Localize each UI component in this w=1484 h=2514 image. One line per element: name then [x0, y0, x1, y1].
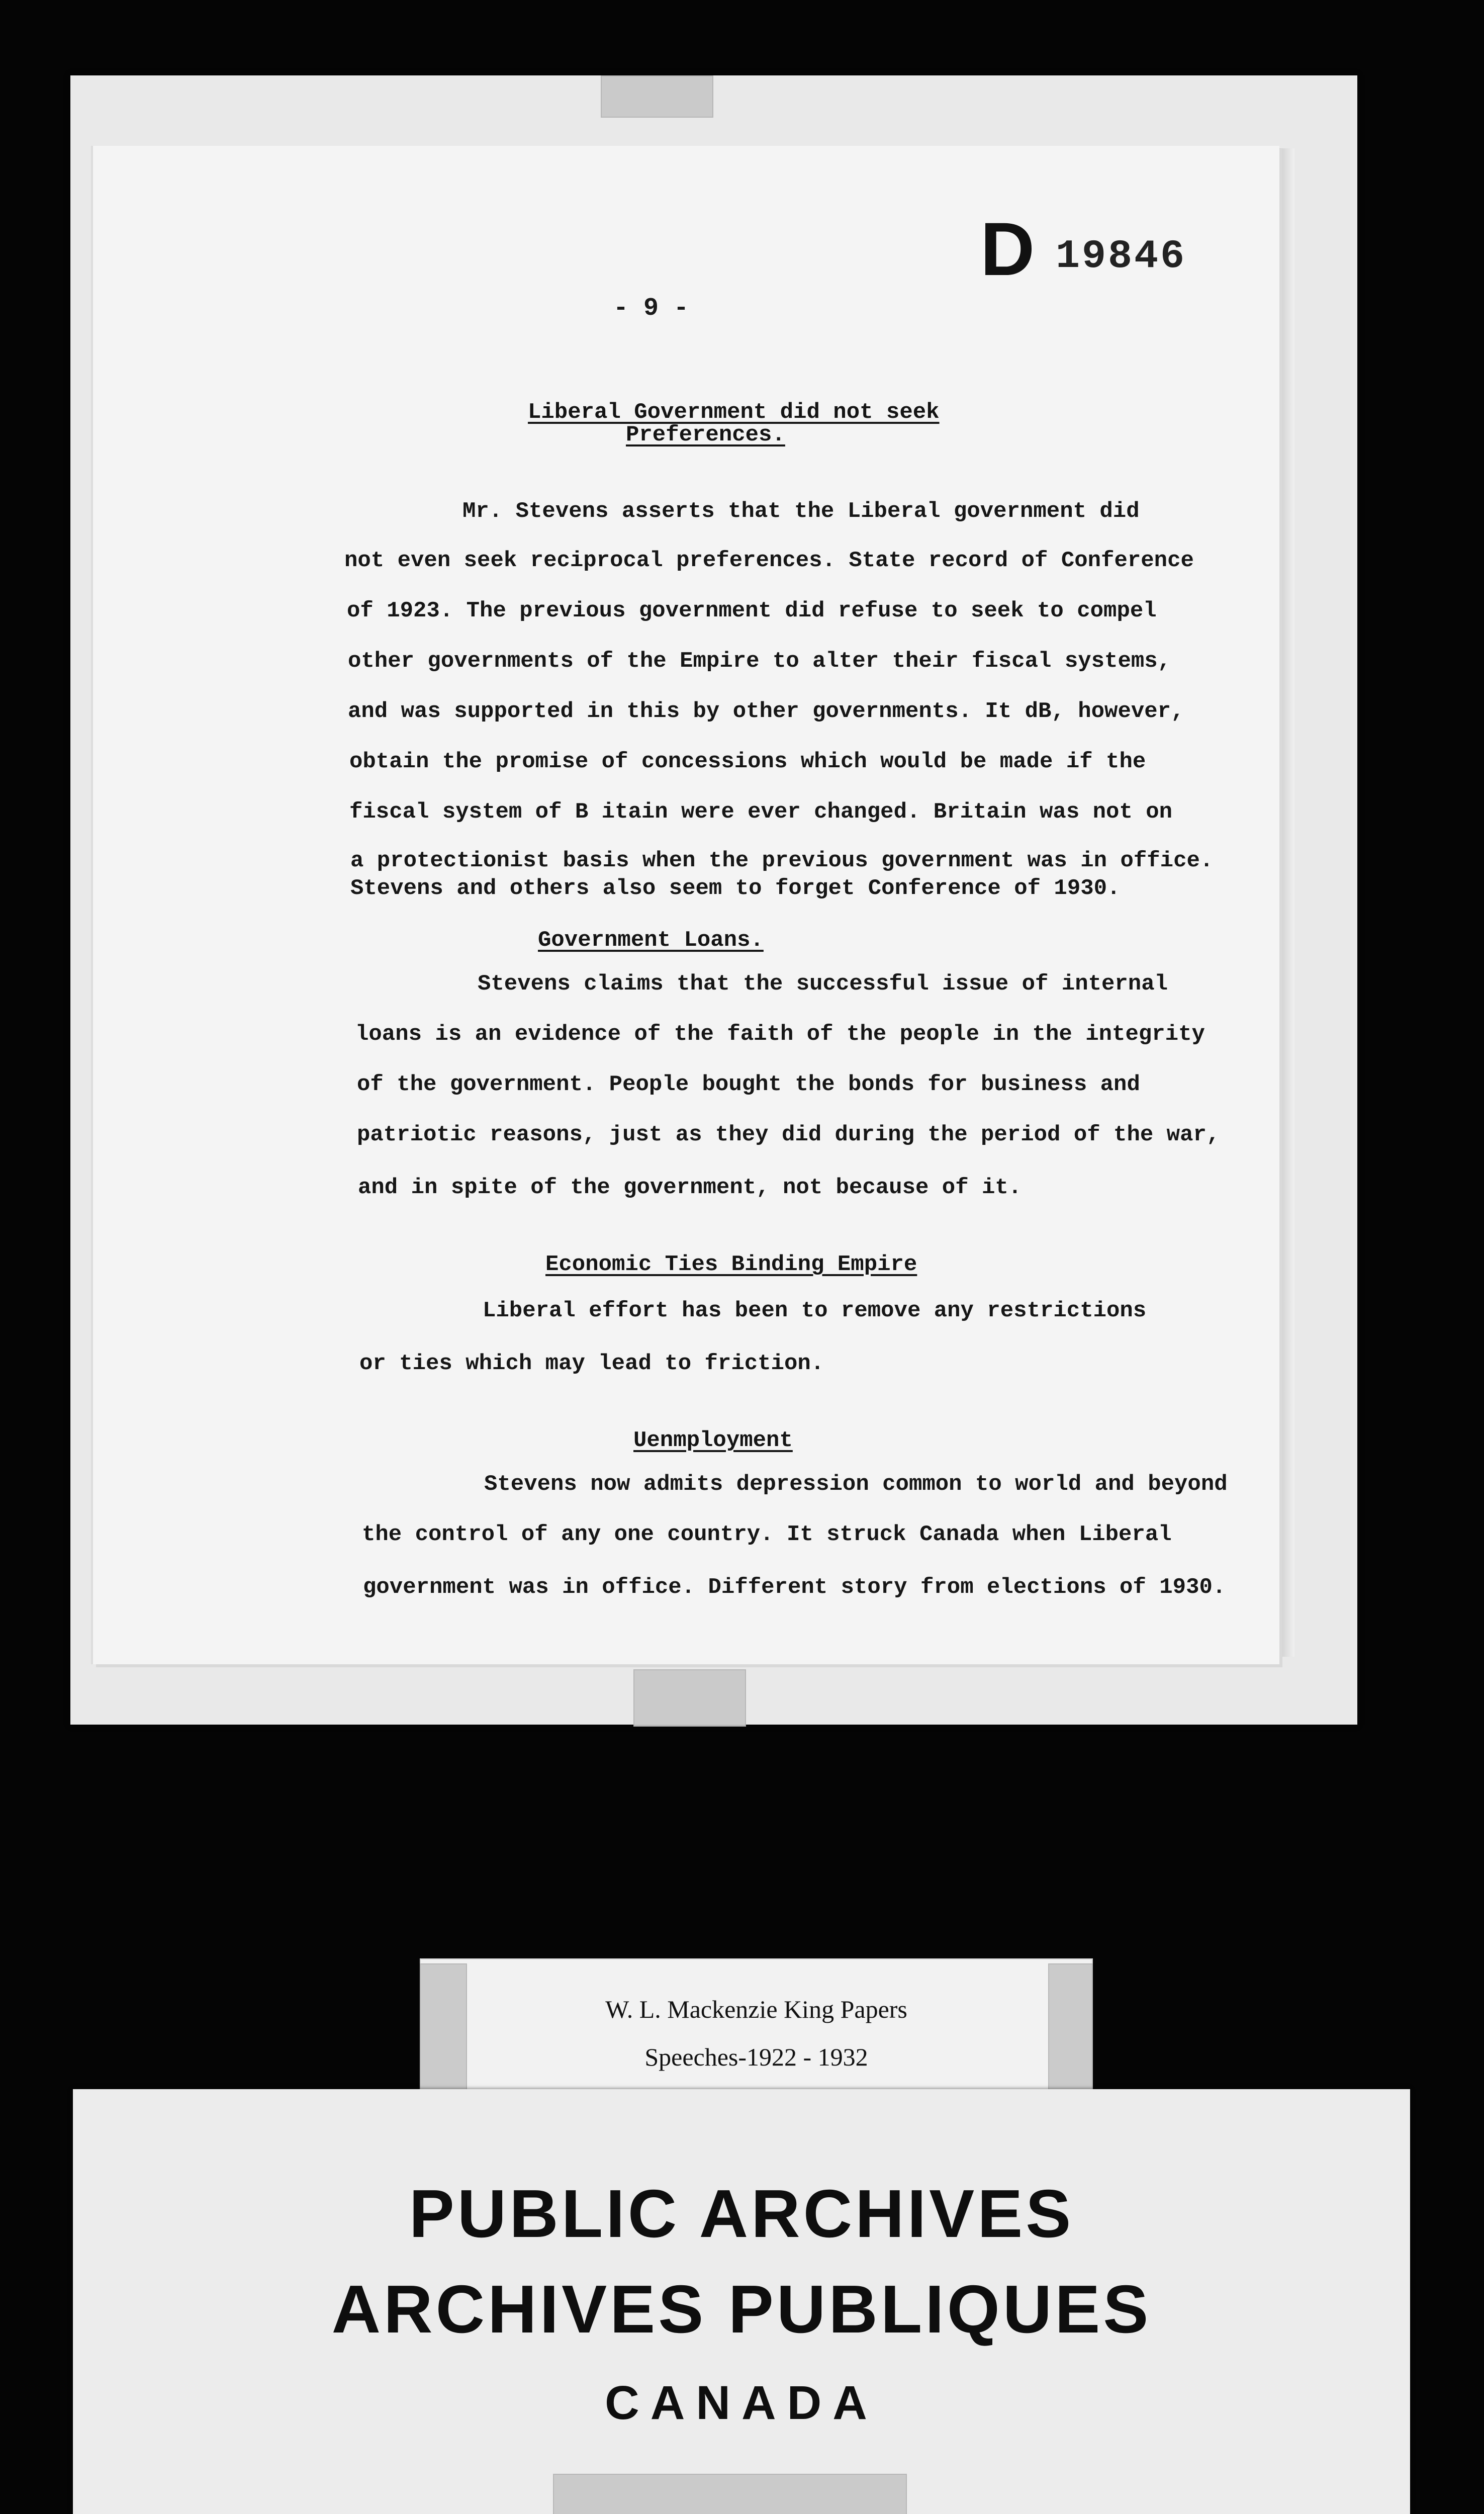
archives-country: CANADA [605, 2376, 878, 2430]
top-tape [601, 75, 713, 118]
text-line: other governments of the Empire to alter their fiscal systems, [348, 649, 1171, 674]
stamp-number: 19846 [1056, 234, 1187, 280]
section-heading: Uenmployment [633, 1428, 793, 1453]
text-line: of 1923. The previous government did refuse to seek to compel [347, 598, 1157, 623]
section-heading-continued: Preferences. [626, 422, 785, 447]
section-heading: Government Loans. [538, 928, 764, 953]
text-line: the control of any one country. It struck Canada when Liberal [362, 1522, 1172, 1547]
text-line: not even seek reciprocal preferences. State record of Conference [344, 548, 1194, 573]
text-line: fiscal system of B itain were ever changed. Britain was not on [349, 799, 1173, 825]
text-line: and was supported in this by other governments. It dB, however, [348, 699, 1184, 724]
section-heading: Economic Ties Binding Empire [545, 1252, 917, 1277]
text-line: Stevens and others also seem to forget Conference of 1930. [350, 876, 1121, 901]
collection-series: Speeches-1922 - 1932 [644, 2043, 868, 2071]
text-line: or ties which may lead to friction. [359, 1351, 824, 1376]
text-line: Mr. Stevens asserts that the Liberal government did [462, 499, 1140, 524]
page-number: - 9 - [613, 294, 689, 323]
archives-tape [553, 2474, 907, 2514]
text-line: Stevens now admits depression common to world and beyond [484, 1472, 1228, 1497]
archives-card [73, 2089, 1410, 2514]
bottom-tape [633, 1669, 746, 1727]
collection-label [420, 1958, 1093, 2111]
text-line: a protectionist basis when the previous government was in office. [350, 848, 1214, 873]
section-heading: Liberal Government did not seek [528, 400, 940, 425]
text-line: patriotic reasons, just as they did during the period of the war, [357, 1122, 1220, 1147]
text-line: loans is an evidence of the faith of the people in the integrity [355, 1022, 1205, 1047]
sheet-edge [1279, 148, 1294, 1657]
text-line: government was in office. Different story from elections of 1930. [363, 1575, 1226, 1600]
text-line: Stevens claims that the successful issue of internal [478, 971, 1168, 997]
text-line: Liberal effort has been to remove any restrictions [483, 1298, 1147, 1323]
label-tape-right [1048, 1963, 1093, 2106]
text-line: obtain the promise of concessions which would be made if the [349, 749, 1146, 774]
collection-name: W. L. Mackenzie King Papers [605, 1995, 907, 2023]
archives-title-en: PUBLIC ARCHIVES [409, 2176, 1074, 2252]
text-line: and in spite of the government, not because of it. [358, 1175, 1022, 1200]
archives-title-fr: ARCHIVES PUBLIQUES [331, 2271, 1152, 2347]
text-line: of the government. People bought the bonds for business and [357, 1072, 1140, 1097]
stamp-letter: D [980, 207, 1035, 291]
